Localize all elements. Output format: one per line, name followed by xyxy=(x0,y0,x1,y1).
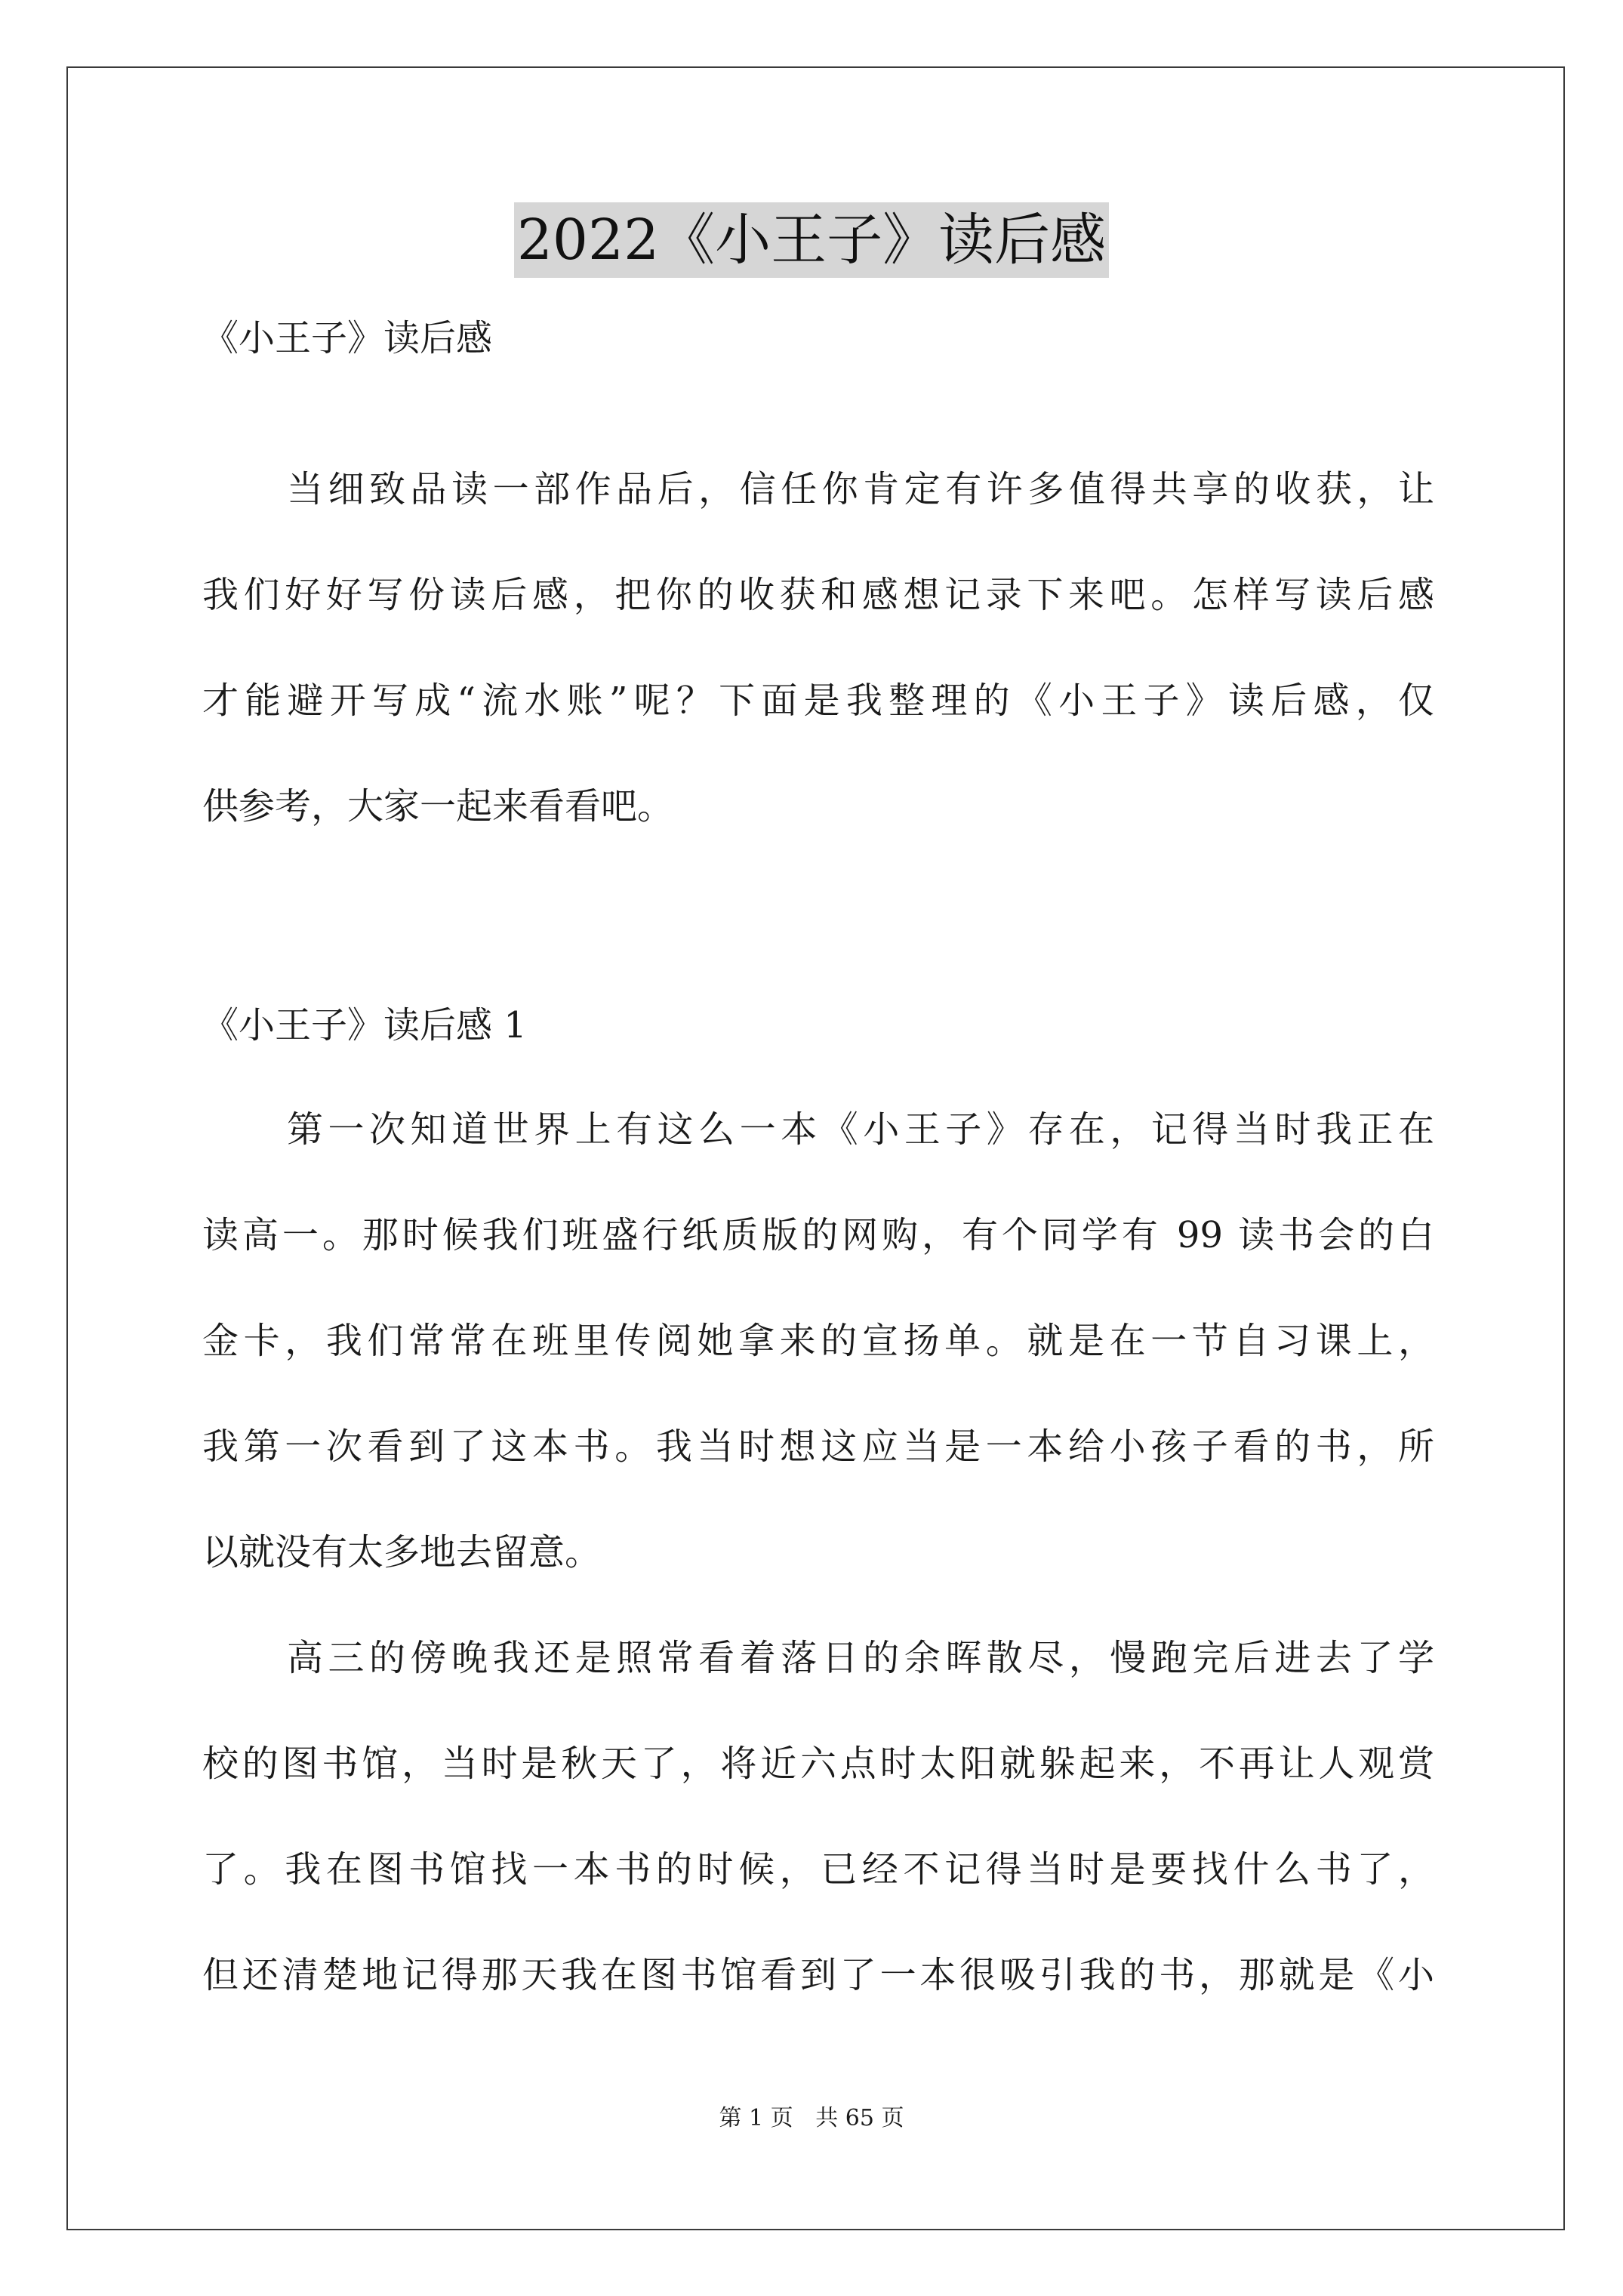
paragraph-line: 才能避开写成“流水账”呢？下面是我整理的《小王子》读后感，仅 xyxy=(202,680,1434,722)
title-container xyxy=(0,202,1623,278)
paragraph-line: 当细致品读一部作品后，信任你肯定有许多值得共享的收获，让 xyxy=(287,468,1434,510)
paragraph-line: 供参考，大家一起来看看吧。 xyxy=(202,785,674,827)
section-heading: 《小王子》读后感 1 xyxy=(202,1004,527,1046)
paragraph-line: 校的图书馆，当时是秋天了，将近六点时太阳就躲起来，不再让人观赏 xyxy=(202,1743,1434,1785)
page-number: 第 1 页 xyxy=(719,2105,793,2131)
paragraph-line: 我们好好写份读后感，把你的收获和感想记录下来吧。怎样写读后感 xyxy=(202,574,1434,616)
paragraph-line: 了。我在图书馆找一本书的时候，已经不记得当时是要找什么书了， xyxy=(202,1848,1434,1891)
section-heading: 《小王子》读后感 xyxy=(202,317,493,359)
page-footer xyxy=(0,2099,1623,2132)
paragraph-line: 金卡，我们常常在班里传阅她拿来的宣扬单。就是在一节自习课上， xyxy=(202,1320,1434,1362)
paragraph-line: 高三的傍晚我还是照常看着落日的余晖散尽，慢跑完后进去了学 xyxy=(287,1637,1434,1679)
paragraph-line: 第一次知道世界上有这么一本《小王子》存在，记得当时我正在 xyxy=(287,1108,1434,1151)
paragraph-line: 我第一次看到了这本书。我当时想这应当是一本给小孩子看的书，所 xyxy=(202,1425,1434,1468)
paragraph-line: 但还清楚地记得那天我在图书馆看到了一本很吸引我的书，那就是《小 xyxy=(202,1954,1434,1996)
paragraph-line: 读高一。那时候我们班盛行纸质版的网购，有个同学有 99 读书会的白 xyxy=(202,1214,1434,1256)
page-total: 共 65 页 xyxy=(815,2105,904,2131)
paragraph-line: 以就没有太多地去留意。 xyxy=(202,1531,602,1573)
document-title: 2022《小王子》读后感 xyxy=(514,202,1109,278)
